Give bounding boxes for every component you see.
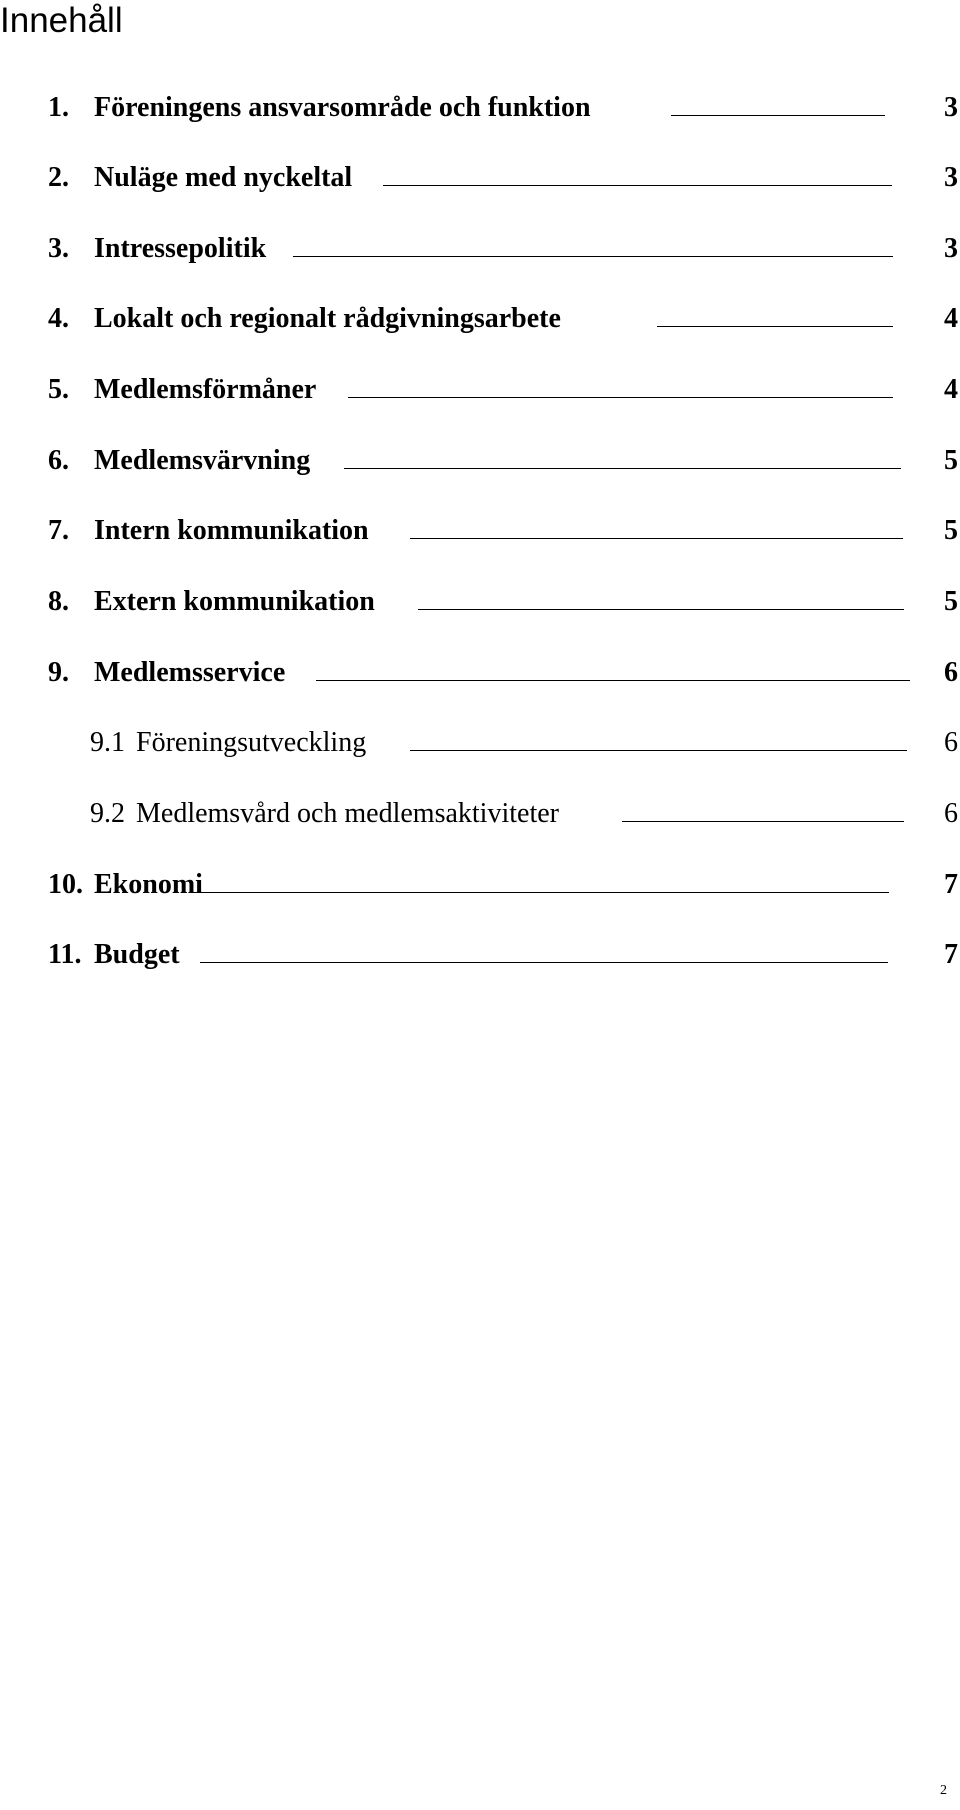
- toc-entry-page: 5: [944, 445, 958, 476]
- toc-entry-number: 10.: [48, 869, 83, 900]
- toc-entry-page: 3: [944, 162, 958, 193]
- toc-entry-title: Budget: [94, 939, 180, 970]
- toc-entry-leader: [657, 326, 893, 327]
- toc-entry-number: 2.: [48, 162, 69, 193]
- toc-entry-title: Föreningsutveckling: [136, 727, 367, 758]
- toc-entry-leader: [191, 892, 889, 893]
- toc-entry-leader: [622, 821, 904, 822]
- toc-entry-number: 4.: [48, 303, 69, 334]
- toc-entry-page: 5: [944, 515, 958, 546]
- toc-entry-page: 7: [944, 869, 958, 900]
- toc-entry[interactable]: [90, 794, 958, 830]
- toc-entry-title: Föreningens ansvarsområde och funktion: [94, 92, 591, 123]
- toc-entry-title: Ekonomi: [94, 869, 203, 900]
- toc-entry-page: 6: [944, 727, 958, 758]
- toc-entry-page: 5: [944, 586, 958, 617]
- toc-entry-number: 1.: [48, 92, 69, 123]
- toc-entry[interactable]: [48, 441, 958, 477]
- toc-entry-page: 3: [944, 233, 958, 264]
- toc-entry[interactable]: [48, 582, 958, 618]
- toc-entry-leader: [418, 609, 904, 610]
- toc-entry-leader: [348, 397, 893, 398]
- toc-entry-number: 8.: [48, 586, 69, 617]
- toc-entry-title: Intressepolitik: [94, 233, 267, 264]
- toc-entry-page: 7: [944, 939, 958, 970]
- page-number: 2: [940, 1783, 947, 1798]
- toc-entry[interactable]: [48, 158, 958, 194]
- toc-entry-title: Medlemsförmåner: [94, 374, 317, 405]
- toc-entry-page: 3: [944, 92, 958, 123]
- toc-entry[interactable]: [48, 370, 958, 406]
- toc-entry-leader: [293, 256, 893, 257]
- toc-heading: Innehåll: [0, 1, 123, 40]
- toc-entry-number: 11.: [48, 939, 82, 970]
- toc-entry-number: 6.: [48, 445, 69, 476]
- toc-entry-page: 6: [944, 657, 958, 688]
- toc-entry-title: Lokalt och regionalt rådgivningsarbete: [94, 303, 561, 334]
- toc-entry-leader: [344, 468, 901, 469]
- toc-entry-title: Extern kommunikation: [94, 586, 375, 617]
- toc-entry[interactable]: [48, 865, 958, 901]
- toc-entry-number: 3.: [48, 233, 69, 264]
- toc-entry-title: Medlemsvård och medlemsaktiviteter: [136, 798, 559, 829]
- toc-entry-leader: [383, 185, 892, 186]
- toc-entry[interactable]: [48, 935, 958, 971]
- toc-entry-number: 5.: [48, 374, 69, 405]
- toc-entry-leader: [410, 538, 903, 539]
- toc-entry[interactable]: [90, 723, 958, 759]
- toc-entry[interactable]: [48, 511, 958, 547]
- toc-entry-page: 6: [944, 798, 958, 829]
- toc-entry-leader: [200, 962, 888, 963]
- toc-entry-number: 7.: [48, 515, 69, 546]
- toc-entry-leader: [316, 680, 910, 681]
- toc-entry[interactable]: [48, 88, 958, 124]
- toc-entry[interactable]: [48, 299, 958, 335]
- toc-entry-title: Intern kommunikation: [94, 515, 369, 546]
- toc-entry-leader: [671, 115, 885, 116]
- toc-entry-number: 9.1: [90, 727, 125, 758]
- toc-entry-page: 4: [944, 374, 958, 405]
- toc-entry[interactable]: [48, 653, 958, 689]
- toc-entry-number: 9.2: [90, 798, 125, 829]
- toc-entry-page: 4: [944, 303, 958, 334]
- toc-entry-title: Medlemsservice: [94, 657, 286, 688]
- toc-entry-title: Nuläge med nyckeltal: [94, 162, 353, 193]
- toc-entry-number: 9.: [48, 657, 69, 688]
- toc-entry-title: Medlemsvärvning: [94, 445, 311, 476]
- toc-entry-leader: [410, 750, 907, 751]
- toc-entry[interactable]: [48, 229, 958, 265]
